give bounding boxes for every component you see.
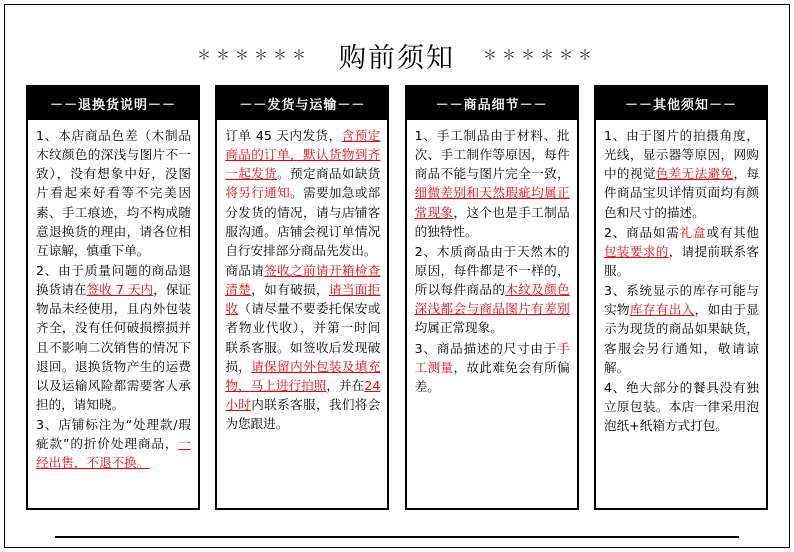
text-run: 均属正常现象。 [414,320,503,336]
column-title: －－其他须知－－ [596,87,766,120]
column-title: －－发货与运输－－ [217,87,387,120]
paragraph [36,415,191,472]
paragraph [225,126,380,260]
emphasis-run: 库存有出入 [629,302,695,318]
column-body [407,120,577,508]
text-run: 4、绝大部分的餐具没有独立原包装。本店一律采用泡泡纸+纸箱方式打包。 [603,379,759,434]
text-run: ，请提前联系客服。 [603,243,759,278]
paragraph [415,242,570,338]
text-run: 内联系客服，我们将会为您跟进。 [225,396,381,432]
bottom-divider [55,536,739,538]
paragraph [36,126,191,260]
paragraph [415,126,570,241]
text-run: 1、本店商品色差（木制品木纹颜色的深浅与图片不一致），没有想象中好，没图片看起来好看等不完美因素、手工痕迹，均不构成随意退换货的理由，请各位相互谅解，慎重下单。 [36,128,191,258]
column-body [217,120,387,508]
paragraph [604,281,759,377]
text-run: 。预定商品如缺货 [277,166,381,182]
text-run: 订单 45 天内发货， [225,128,342,143]
text-run: （请尽量不要委托保安或者物业代收），并第一时间联系客服。如签收后发现破损， [225,301,381,374]
column-title: －－商品细节－－ [407,87,577,120]
emphasis-run: 签收 7 天内 [86,282,154,298]
text-run: 3、店铺标注为“处理款/瑕疵款”的折价处理商品， [36,417,191,452]
column-body [596,120,766,508]
info-columns [26,85,768,510]
emphasis-run: 签收之前请开箱检查清楚 [225,262,381,298]
emphasis-run: 木纹及颜色深浅都会与商品图片有差别 [414,282,570,317]
emphasis-run: 请当面拒收 [225,282,381,317]
emphasis-run: 含预定商品的订单，默认货物到齐一起发货 [225,128,381,182]
stars-right: ＊＊＊＊＊＊ [483,48,597,64]
text-run: 3、商品描述的尺寸由于 [414,340,558,356]
paragraph [36,261,191,414]
text-run: 2、商品如需 [603,224,680,240]
emphasis-run: 礼盒 [679,224,707,240]
paragraph [604,126,759,222]
text-run: ，并在 [326,377,365,393]
text-run: 。需要加急或部分发货的情况，请与店铺客服沟通。店铺会视订单情况自行安排部分商品先发出。 [225,185,381,258]
text-run: ，故此难免会有所偏差。 [414,359,570,394]
emphasis-run: 细微差别和天然瑕疵均属正常现象 [414,185,570,220]
emphasis-run: 色差无法避免 [655,166,734,182]
paragraph [415,339,570,396]
paragraph [225,261,380,433]
emphasis-run: 请保留内外包装及填充物，马上进行拍照 [225,358,381,393]
text-run: ，如由于显示为现货的商品如果缺货，客服会另行通知，敬请谅解。 [603,302,760,375]
text-run: ，保证物品未经使用，且内外包装齐全，没有任何破损擦损并且不影响二次销售的情况下退回。退换货物产生的运费以及运输风险都需要客人承担的，请知晓。 [36,282,192,412]
emphasis-run: 包装要求的 [603,243,669,259]
text-run: 3、系统显示的库存可能与实物 [603,283,759,318]
paragraph [604,223,759,280]
text-run: 2、木质商品由于天然木的原因，每件都是不一样的，所以每件商品的 [414,243,570,298]
text-run: ，如有破损， [251,282,329,298]
emphasis-run: 一经出售，不退不换。 [36,436,191,471]
emphasis-run: 手工测量 [414,340,570,375]
text-run: ，每件商品宝贝详情页面均有颜色和尺寸的描述。 [603,166,760,220]
emphasis-run: 24 小时 [225,377,381,412]
text-run: ，这个也是手工制品的独特性。 [414,204,570,239]
column-shipping [215,85,389,510]
stars-left: ＊＊＊＊＊＊ [197,48,311,64]
column-other-notes [594,85,768,510]
text-run: 或有其他 [706,224,759,240]
text-run: 2、由于质量问题的商品退换货请在 [36,262,191,298]
column-body [28,120,198,508]
text-run: 1、由于图片的拍摄角度，光线，显示器等原因，网购中的视觉 [603,128,759,182]
text-run: 商品请 [225,262,265,278]
column-return-policy [26,85,200,510]
column-title: －－退换货说明－－ [28,87,198,120]
text-run: 1、手工制品由于材料、批次、手工制作等原因，每件商品不能与图片完全一致， [414,128,570,182]
page-header [0,34,794,76]
column-product-details [405,85,579,510]
paragraph [604,378,759,435]
emphasis-run: 将另行通知 [225,185,291,201]
page-title: 购前须知 [339,42,455,74]
